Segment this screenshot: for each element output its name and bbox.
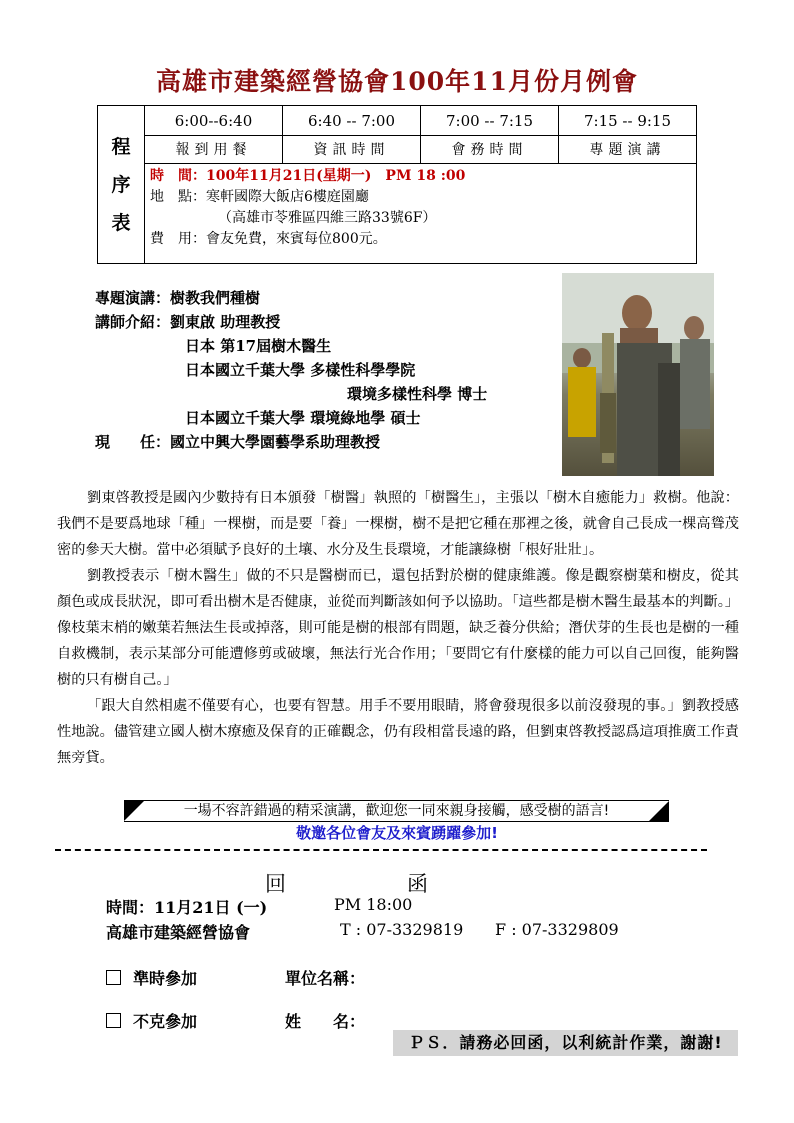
schedule-times-row xyxy=(145,106,696,136)
page-title: 高雄市建築經營協會100年11月份月例會 xyxy=(156,67,638,96)
time-cell: 7:15 -- 9:15 xyxy=(558,106,696,135)
reply-org: 高雄市建築經營協會 xyxy=(106,923,251,942)
reply-fax: F : 07-3329809 xyxy=(495,920,619,939)
label-cell: 專題演講 xyxy=(558,135,696,163)
label-cell: 資訊時間 xyxy=(282,135,420,163)
invite-line: 敬邀各位會友及來賓踴躍參加! xyxy=(296,824,498,842)
speaker-photo xyxy=(562,273,714,476)
speaker-credential: 日本 第17屆樹木醫生 xyxy=(185,337,332,355)
speaker-photo-illustration xyxy=(562,273,714,476)
event-place: 地 點：寒軒國際大飯店6樓庭園廳 xyxy=(150,189,369,205)
event-address: （高雄市苓雅區四維三路33號6F） xyxy=(218,210,437,226)
article-paragraph: 劉教授表示「樹木醫生」做的不只是醫樹而已，還包括對於樹的健康維護。像是觀察樹葉和樹皮，從其顏色或成長狀況，即可看出樹木是否健康，並從而判斷該如何予以協助。「這些都是樹木醫生最基本的判斷。」像枝葉末梢的嫩葉若無法生長或掉落，則可能是樹的根部有問題，缺乏養分供給；潛伏芽的生長也是樹的一種自救機制，表示某部分可能遭修剪或破壞，無法行光合作用；「要問它有什麼樣的能力可以自己回復，能夠醫樹的只有樹自己。」 xyxy=(57,568,739,688)
ps-note: ＰＳ．請務必回函，以利統計作業，謝謝! xyxy=(393,1030,738,1056)
banner-triangle-right xyxy=(649,801,669,821)
name-label: 姓 名： xyxy=(285,1012,366,1031)
attend-label: 準時參加 xyxy=(133,969,198,988)
schedule-table xyxy=(97,105,697,264)
speaker-credential: 日本國立千葉大學 環境綠地學 碩士 xyxy=(185,409,421,427)
reply-tel: T : 07-3329819 xyxy=(340,920,464,939)
label-cell: 報到用餐 xyxy=(175,142,252,158)
speaker-current: 現 任：國立中興大學園藝學系助理教授 xyxy=(95,433,381,451)
label-cell: 會務時間 xyxy=(420,135,558,163)
banner-triangle-left xyxy=(124,801,144,821)
speaker-credential: 日本國立千葉大學 多樣性科學學院 xyxy=(185,361,416,379)
speaker-intro: 講師介紹：劉東啟 助理教授 xyxy=(95,313,281,331)
event-time: 時 間：100年11月21日(星期一) PM 18 :00 xyxy=(150,168,466,184)
article-paragraph: 「跟大自然相處不僅要有心，也要有智慧。用手不要用眼睛，將會發現很多以前沒發現的事。」劉教授感性地說。儘管建立國人樹木療癒及保育的正確觀念，仍有段相當長遠的路，但劉東啓教授認爲這項推廣工作責無旁貸。 xyxy=(57,698,739,766)
attend-checkbox[interactable] xyxy=(106,970,121,985)
time-cell: 7:00 -- 7:15 xyxy=(420,106,558,135)
time-cell: 6:00--6:40 xyxy=(174,111,253,130)
absent-checkbox[interactable] xyxy=(106,1013,121,1028)
article-body xyxy=(57,485,739,771)
absent-label: 不克參加 xyxy=(133,1012,198,1031)
time-cell: 6:40 -- 7:00 xyxy=(282,106,420,135)
speaker-info xyxy=(95,286,487,454)
speaker-credential: 環境多樣性科學 博士 xyxy=(347,385,488,403)
schedule-labels-row xyxy=(145,135,696,164)
schedule-side-label: 程 序 表 xyxy=(98,106,145,263)
unit-name-label: 單位名稱： xyxy=(285,969,366,988)
article-paragraph: 劉東啓教授是國內少數持有日本頒發「樹醫」執照的「樹醫生」，主張以「樹木自癒能力」救樹。他說：我們不是要爲地球「種」一棵樹，而是要「養」一棵樹，樹不是把它種在那裡之後，就會自己長成一棵高聳茂密的參天大樹。當中必須賦予良好的土壤、水分及生長環境，才能讓綠樹「根好壯壯」。 xyxy=(57,490,739,558)
reply-time: 時間：11月21日 (一) xyxy=(106,898,268,917)
speech-topic: 專題演講：樹教我們種樹 xyxy=(95,289,261,307)
cut-line-divider xyxy=(55,849,707,851)
reply-pm: PM 18:00 xyxy=(334,895,413,914)
event-fee: 費 用：會友免費，來賓每位800元。 xyxy=(150,231,387,247)
reply-form-title: 回 函 xyxy=(265,872,429,896)
schedule-info xyxy=(150,166,692,250)
invitation-banner: 一場不容許錯過的精采演講，歡迎您一同來親身接觸，感受樹的語言! xyxy=(124,800,669,822)
